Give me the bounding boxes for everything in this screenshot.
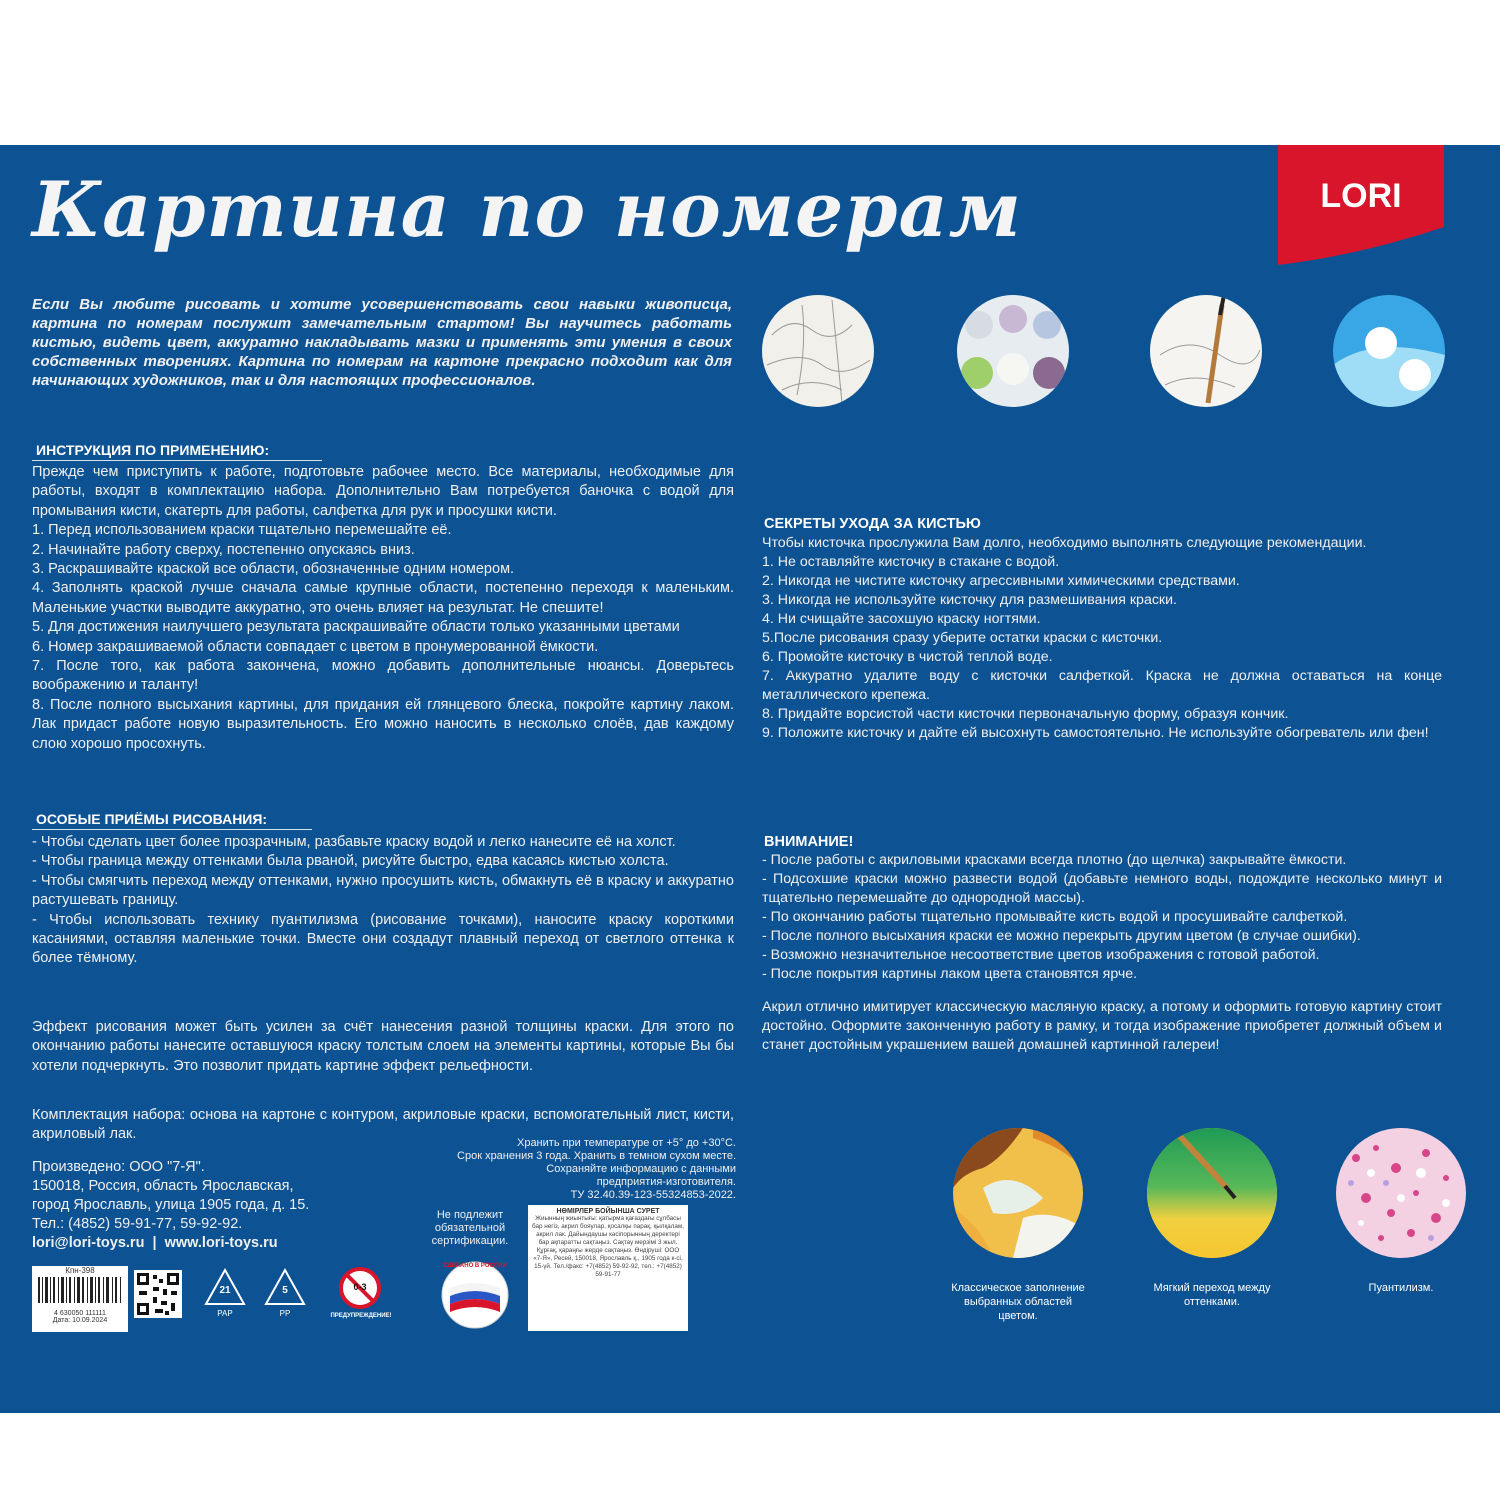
lori-logo-text: LORI xyxy=(1320,177,1402,215)
manufacturer-line: 150018, Россия, область Ярославская, xyxy=(32,1178,294,1194)
storage-line: предприятия-изготовителя. xyxy=(596,1176,736,1188)
storage-line: Сохраняйте информацию с данными xyxy=(546,1163,736,1175)
kz-title: НӨМІРЛЕР БОЙЫНША СУРЕТ xyxy=(556,1208,660,1215)
attention-line: - По окончанию работы тщательно промывайте кисть водой и просушивайте салфеткой. xyxy=(762,909,1348,925)
product-title: Картина по номерам xyxy=(32,165,1023,254)
blue-paint-image xyxy=(1333,295,1445,407)
attention-header: ВНИМАНИЕ! xyxy=(764,834,854,850)
brush-care-line: 9. Положите кисточку и дайте ей высохнуть самостоятельно. Не используйте обогреватель или фен! xyxy=(762,725,1429,741)
brush-care-line: 8. Придайте ворсистой части кисточки первоначальную форму, образуя кончик. xyxy=(762,706,1289,722)
effect-text: Эффект рисования может быть усилен за счёт нанесения разной толщины краски. Для этого по окончанию работы нанесите оставшуюся краску толстым слоем на элементы картины, которые Вы бы хотели подчеркнуть. Это позволит придать картине эффект рельефности. xyxy=(32,1019,734,1074)
certification-note xyxy=(420,1209,520,1248)
instruction-line: 8. После полного высыхания картины, для придания ей глянцевого блеска, покройте картину лаком. Лак придаст работе новую выразительность. Его можно наносить в несколько слоёв, дав каждому слою хорошо просохнуть. xyxy=(32,696,734,752)
acrylic-text: Акрил отлично имитирует классическую масляную краску, а потому и оформить готовую картину стоит достойно. Оформите законченную работу в рамку, и тогда изображение приобретет должный объем и станет достойным украшением вашей домашней картинной галереи! xyxy=(762,999,1442,1053)
brush-care-line: 6. Промойте кисточку в чистой теплой воде. xyxy=(762,649,1053,665)
brush-care-line: 1. Не оставляйте кисточку в стакане с водой. xyxy=(762,554,1060,570)
recycle-number: 5 xyxy=(282,1285,288,1296)
manufacturer-line: Тел.: (4852) 59-91-77, 59-92-92. xyxy=(32,1216,243,1232)
warning-label: ПРЕДУПРЕЖДЕНИЕ! xyxy=(330,1313,392,1319)
techniques-header: ОСОБЫЕ ПРИЁМЫ РИСОВАНИЯ: xyxy=(36,811,268,827)
kazakh-info-box xyxy=(528,1205,688,1331)
caption-soft: Мягкий переход между оттенками. xyxy=(1153,1282,1271,1308)
manufacturer-line: Произведено: ООО "7-Я". xyxy=(32,1159,205,1175)
kz-tag: KZ xyxy=(530,1317,542,1327)
storage-line: Срок хранения 3 года. Хранить в темном сухом месте. xyxy=(457,1150,736,1162)
attention-line: - После полного высыхания краски ее можно перекрыть другим цветом (в случае ошибки). xyxy=(762,928,1361,944)
instruction-line: 5. Для достижения наилучшего результата раскрашивайте области только указанными цветами xyxy=(32,619,680,636)
cert-line: сертификации. xyxy=(431,1235,509,1247)
brush-care-text xyxy=(762,534,1442,743)
brush-care-line: 4. Ни счищайте засохшую краску ногтями. xyxy=(762,611,1041,627)
techniques-text xyxy=(32,833,734,969)
made-in-russia-icon xyxy=(440,1260,510,1330)
website-email[interactable]: lori@lori-toys.ru | www.lori-toys.ru xyxy=(32,1235,278,1251)
instruction-line: 1. Перед использованием краски тщательно перемешайте её. xyxy=(32,522,452,539)
brush-care-line: 3. Никогда не используйте кисточку для размешивания краски. xyxy=(762,592,1178,608)
instructions-header: ИНСТРУКЦИЯ ПО ПРИМЕНЕНИЮ: xyxy=(36,442,270,458)
attention-line: - Подсохшие краски можно развести водой (добавьте немного воды, подождите несколько минут и тщательно перемешайте до однородной массы). xyxy=(762,871,1442,906)
manufacturer-line: город Ярославль, улица 1905 года, д. 15. xyxy=(32,1197,310,1213)
brush-care-line: 2. Никогда не чистите кисточку агрессивными химическими средствами. xyxy=(762,573,1240,589)
barcode-icon xyxy=(32,1275,128,1305)
divider xyxy=(32,829,312,830)
instruction-line: Прежде чем приступить к работе, подготовьте рабочее место. Все материалы, необходимые для работы, входят в комплектацию набора. Дополнительно Вам потребуется баночка с водой для промывания кисти, скатерть для работы, салфетка для рук и просушки кисти. xyxy=(32,464,734,519)
recycle-number: 21 xyxy=(219,1285,231,1296)
instruction-line: 3. Раскрашивайте краской все области, обозначенные одним номером. xyxy=(32,561,515,578)
intro-text: Если Вы любите рисовать и хотите усовершенствовать свои навыки живописца, картина по номерам послужит замечательным стартом! Вы научитесь работать кистью, видеть цвет, аккуратно накладывать мазки и применять эти умения в своих собственных творениях. Картина по номерам на картоне прекрасно подходит как для начинающих художников, так и для настоящих профессионалов. xyxy=(32,296,732,389)
soft-transition-image xyxy=(1147,1128,1277,1258)
age-label: 0-3 xyxy=(353,1282,367,1292)
instruction-line: 4. Заполнять краской лучше сначала самые крупные области, постепенно переходя к маленьким. Маленькие участки выводите аккуратно, это очень влияет на результат. Не спешите! xyxy=(32,580,734,616)
attention-text xyxy=(762,851,1442,984)
package-back xyxy=(0,145,1500,1413)
instruction-line: 6. Номер закрашиваемой области совпадает с цветом в пронумерованной ёмкости. xyxy=(32,638,599,655)
technique-line: - Чтобы использовать технику пуантилизма (рисование точками), наносите краску короткими касаниями, оставляя маленькие точки. Вместе они создадут плавный переход от светлого оттенка к более тёмному. xyxy=(32,911,734,967)
attention-line: - После работы с акриловыми красками всегда плотно (до щелчка) закрывайте ёмкости. xyxy=(762,852,1347,868)
classic-fill-image xyxy=(953,1128,1083,1258)
kit-contents: Комплектация набора: основа на картоне с контуром, акриловые краски, вспомогательный лист, кисти, акриловый лак. xyxy=(32,1107,734,1143)
instructions-text xyxy=(32,463,734,754)
storage-line: ТУ 32.40.39-123-55324853-2022. xyxy=(570,1189,736,1201)
outline-canvas-image xyxy=(762,295,874,407)
attention-line: - Возможно незначительное несоответствие цветов изображения с готовой работой. xyxy=(762,947,1320,963)
qr-code-icon xyxy=(134,1270,182,1318)
brush-on-canvas-image xyxy=(1150,295,1262,407)
cert-line: обязательной xyxy=(434,1222,506,1234)
made-in-russia-label: СДЕЛАНО В РОССИИ xyxy=(443,1263,507,1269)
pointillism-image xyxy=(1336,1128,1466,1258)
brush-care-line: 7. Аккуратно удалите воду с кисточки салфеткой. Краска не должна оставаться на конце металлического крепежа. xyxy=(762,668,1442,703)
batch-date: Дата: 10.09.2024 xyxy=(52,1317,108,1324)
attention-line: - После покрытия картины лаком цвета становятся ярче. xyxy=(762,966,1138,982)
recycle-code: PAP xyxy=(217,1309,233,1318)
instruction-line: 2. Начинайте работу сверху, постепенно опускаясь вниз. xyxy=(32,541,415,558)
brush-care-line: Чтобы кисточка прослужила Вам долго, необходимо выполнять следующие рекомендации. xyxy=(762,535,1367,551)
brush-care-line: 5.После рисования сразу уберите остатки краски с кисточки. xyxy=(762,630,1163,646)
technique-line: - Чтобы граница между оттенками была рваной, рисуйте быстро, едва касаясь кистью холста. xyxy=(32,853,669,870)
caption-pointillism: Пуантилизм. xyxy=(1368,1282,1434,1294)
technique-line: - Чтобы сделать цвет более прозрачным, разбавьте краску водой и легко нанесите её на холст. xyxy=(32,834,676,850)
divider xyxy=(32,460,322,461)
cert-line: Не подлежит xyxy=(436,1209,504,1221)
paint-pots-image xyxy=(957,295,1069,407)
barcode-label xyxy=(32,1266,128,1332)
article-number: Кпн-398 xyxy=(65,1266,95,1275)
brush-care-header: СЕКРЕТЫ УХОДА ЗА КИСТЬЮ xyxy=(764,516,981,532)
storage-info xyxy=(380,1137,736,1202)
technique-line: - Чтобы смягчить переход между оттенками, нужно просушить кисть, обмакнуть её в краску и аккуратно растушевать границу. xyxy=(32,872,734,909)
storage-line: Хранить при температуре от +5° до +30°С. xyxy=(516,1137,736,1149)
caption-classic: Классическое заполнение выбранных областей цветом. xyxy=(951,1282,1085,1322)
barcode-number: 4 630050 111111 xyxy=(54,1310,106,1317)
instruction-line: 7. После того, как работа закончена, можно добавить дополнительные нюансы. Доверьтесь воображению и таланту! xyxy=(32,658,734,694)
manufacturer-info xyxy=(32,1158,432,1234)
kz-body: Жиынның жиынтығы: қатырма қағаздағы сұлбасы бар негіз, акрил бояулар, қосалқы парақ, қылқалам, акрил лак. Дайындаушы кәсіпорынның деректері бар ақпаратты сақтаңыз. Сақтау мерзімі 3 жыл. Құрғақ, қараңғы жерде сақтаңыз. Өндіруші: ООО «7-Я», Ресей, 150018, Ярославль қ., 1905 года к-сі, 15-үй. Тел./факс: +7(4852) 59-92-92, тел.: +7(4852) 59-91-77 xyxy=(532,1215,684,1278)
recycle-code: PP xyxy=(279,1309,291,1318)
